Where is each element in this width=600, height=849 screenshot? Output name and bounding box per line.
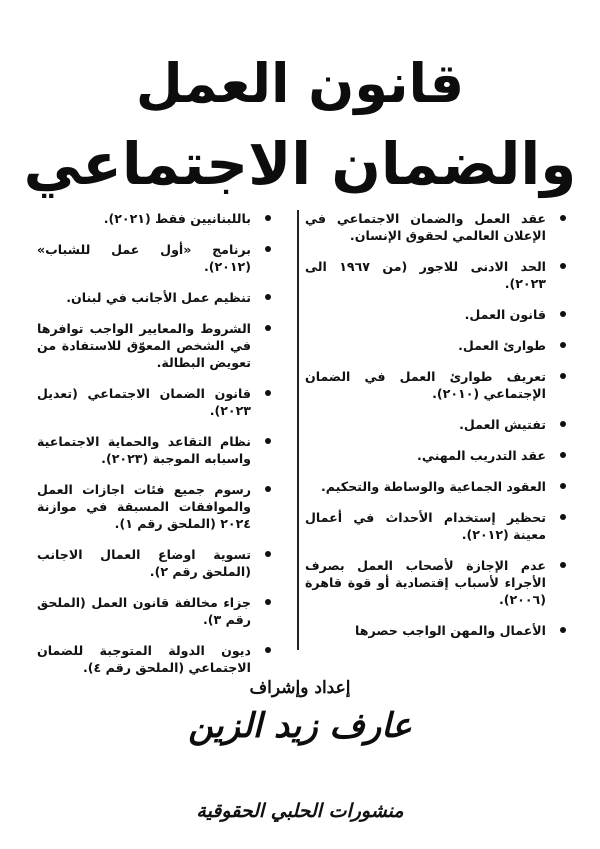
list-item: ديون الدولة المتوجبة للضمان الاجتماعي (الملحق رقم ٤).	[37, 642, 275, 676]
publisher-name: منشورات الحلبي الحقوقية	[196, 800, 404, 822]
list-item: عدم الإجازة لأصحاب العمل بصرف الأجراء لأسباب إقتصادية أو قوة قاهرة (٢٠٠٦).	[305, 557, 570, 608]
bullet-icon	[265, 246, 271, 252]
bullet-icon	[560, 373, 566, 379]
bullet-icon	[265, 294, 271, 300]
list-item: جزاء مخالفة قانون العمل (الملحق رقم ٣).	[37, 594, 275, 628]
list-item: قانون العمل.	[305, 306, 570, 323]
list-item: رسوم جميع فئات اجازات العمل والموافقات المسبقة في موازنة ٢٠٢٤ (الملحق رقم ١).	[37, 481, 275, 532]
bullet-icon	[560, 562, 566, 568]
bullet-icon	[265, 215, 271, 221]
column-divider	[297, 210, 299, 650]
bullet-icon	[560, 421, 566, 427]
list-item: تعريف طوارئ العمل في الضمان الإجتماعي (٢٠١٠).	[305, 368, 570, 402]
list-item: نظام التقاعد والحماية الاجتماعية واسبابه الموجبة (٢٠٢٣).	[37, 433, 275, 467]
bullet-icon	[560, 627, 566, 633]
topics-section	[0, 210, 600, 675]
bullet-icon	[265, 599, 271, 605]
bullet-icon	[560, 514, 566, 520]
author-name: عارف زيد الزين	[188, 706, 412, 746]
list-item: برنامج «أول عمل للشباب» (٢٠١٢).	[37, 241, 275, 275]
bullet-icon	[560, 483, 566, 489]
bullet-icon	[265, 325, 271, 331]
list-item: الحد الادنى للاجور (من ١٩٦٧ الى ٢٠٢٣).	[305, 258, 570, 292]
list-item: الشروط والمعايير الواجب توافرها في الشخص المعوّق للاستفادة من تعويض البطالة.	[37, 320, 275, 371]
list-item: باللبنانيين فقط (٢٠٢١).	[37, 210, 275, 227]
list-item: قانون الضمان الاجتماعي (تعديل ٢٠٢٣).	[37, 385, 275, 419]
list-item: تحظير إستخدام الأحداث في أعمال معينة (٢٠١٢).	[305, 509, 570, 543]
topics-column-left	[37, 210, 275, 690]
bullet-icon	[560, 452, 566, 458]
bullet-icon	[265, 438, 271, 444]
bullet-icon	[265, 486, 271, 492]
bullet-icon	[560, 311, 566, 317]
bullet-icon	[265, 551, 271, 557]
list-item: الأعمال والمهن الواجب حصرها	[305, 622, 570, 639]
bullet-icon	[560, 263, 566, 269]
list-item: عقد التدريب المهني.	[305, 447, 570, 464]
book-title-line-1: قانون العمل	[135, 52, 465, 115]
list-item: تفتيش العمل.	[305, 416, 570, 433]
list-item: العقود الجماعية والوساطة والتحكيم.	[305, 478, 570, 495]
list-item: تسوية اوضاع العمال الاجانب (الملحق رقم ٢).	[37, 546, 275, 580]
list-item: عقد العمل والضمان الاجتماعي في الإعلان العالمي لحقوق الإنسان.	[305, 210, 570, 244]
list-item: طوارئ العمل.	[305, 337, 570, 354]
bullet-icon	[265, 647, 271, 653]
book-title-line-2: والضمان الاجتماعي	[23, 130, 577, 198]
list-item: تنظيم عمل الأجانب في لبنان.	[37, 289, 275, 306]
bullet-icon	[560, 215, 566, 221]
bullet-icon	[560, 342, 566, 348]
prepared-by-label: إعداد وإشراف	[249, 678, 351, 698]
topics-column-right	[305, 210, 570, 653]
bullet-icon	[265, 390, 271, 396]
